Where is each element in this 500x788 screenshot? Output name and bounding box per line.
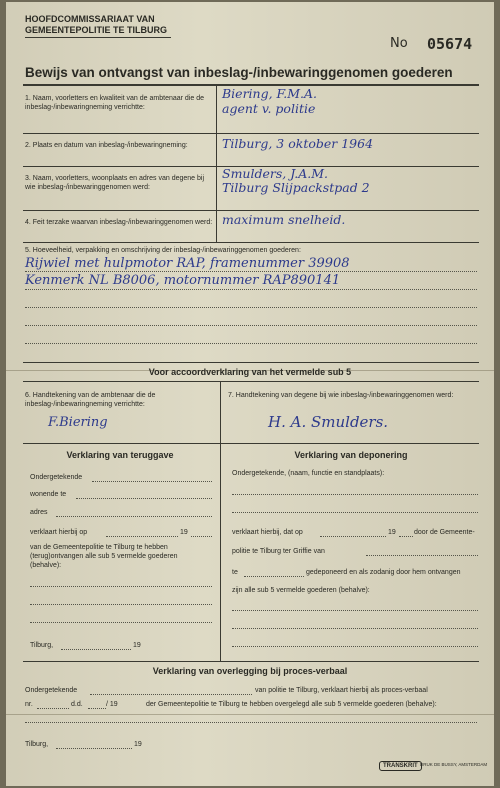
writing-line (244, 576, 304, 577)
document-page (6, 2, 494, 786)
writing-line (232, 628, 478, 629)
fold-crease (6, 714, 494, 715)
overlegging-heading: Verklaring van overlegging bij proces-verbaal (152, 666, 348, 676)
writing-line (25, 325, 477, 326)
overlegging-mid-1: van politie te Tilburg, verklaart hierbij als proces-verbaal (255, 687, 428, 694)
deponering-heading: Verklaring van deponering (294, 450, 408, 460)
row-rule (23, 210, 479, 211)
writing-line (232, 494, 478, 495)
field-4-value: maximum snelheid. (222, 212, 346, 227)
writing-line (92, 481, 212, 482)
field-3-value-line-2: Tilburg Slijpackstpad 2 (222, 180, 370, 195)
overlegging-ondergetekende: Ondergetekende (25, 687, 78, 694)
row-rule (23, 362, 479, 363)
teruggave-wonende: wonende te (30, 491, 67, 498)
document-title: Bewijs van ontvangst van inbeslag-/inbewaringgenomen goederen (25, 65, 453, 80)
writing-line (25, 307, 477, 308)
field-3-label: 3. Naam, voorletters, woonplaats en adres van degene bij wie inbeslag-/inbewaringgenomen werd: (25, 175, 204, 191)
writing-line (320, 536, 386, 537)
field-1-label: 1. Naam, voorletters en kwaliteit van de ambtenaar die de inbeslag-/inbewaringneming verrichtte: (25, 95, 204, 111)
writing-line (25, 343, 477, 344)
writing-line (30, 586, 212, 587)
field-2-value: Tilburg, 3 oktober 1964 (222, 136, 374, 151)
signature-owner: H. A. Smulders. (268, 413, 389, 431)
field-3-value-line-1: Smulders, J.A.M. (222, 166, 328, 181)
teruggave-behalve: (behalve): (30, 562, 62, 569)
writing-line (76, 498, 212, 499)
teruggave-year-2: 19 (133, 642, 141, 649)
field-4-label: 4. Feit terzake waarvan inbeslag-/inbewaringgenomen werd: (25, 219, 213, 226)
field-1-value-line-1: Biering, F.M.A. (222, 86, 318, 101)
writing-line (25, 271, 477, 272)
teruggave-ondergetekende: Ondergetekende (30, 474, 83, 481)
overlegging-mid-2: der Gemeentepolitie te Tilburg te hebben overgelegd alle sub 5 vermelde goederen (behalve): (146, 701, 437, 708)
issuer-line-2: GEMEENTEPOLITIE TE TILBURG (25, 25, 168, 35)
document-number: 05674 (427, 35, 473, 53)
row-rule (23, 381, 479, 382)
deponering-ondergetekende: Ondergetekende, (naam, functie en standplaats): (232, 470, 385, 477)
writing-line (90, 694, 252, 695)
signature-divider (220, 381, 221, 443)
overlegging-slash-19: / 19 (106, 701, 118, 708)
field-5-label: 5. Hoeveelheid, verpakking en omschrijving der inbeslag-/inbewaringgenomen goederen: (25, 247, 301, 254)
row-rule (23, 443, 479, 444)
writing-line (366, 555, 478, 556)
writing-line (25, 722, 477, 723)
teruggave-year: 19 (180, 529, 188, 536)
field-5-value-line-2: Kenmerk NL B8006, motornummer RAP890141 (25, 273, 341, 288)
teruggave-heading: Verklaring van teruggave (66, 450, 174, 460)
writing-line (399, 536, 413, 537)
printer-logo: TRANSKRIT (379, 761, 422, 771)
signature-officer: F.Biering (48, 415, 108, 430)
field-7-label: 7. Handtekening van degene bij wie inbeslag-/inbewaringgenomen werd: (228, 392, 454, 399)
number-label: No (390, 36, 408, 51)
writing-line (30, 622, 212, 623)
issuer-line-1: HOOFDCOMMISSARIAAT VAN (25, 14, 155, 24)
row-rule (23, 133, 479, 134)
field-divider (216, 84, 217, 242)
teruggave-tilburg: Tilburg, (30, 642, 54, 649)
writing-line (106, 536, 178, 537)
accoord-heading: Voor accoordverklaring van het vermelde sub 5 (148, 367, 352, 377)
writing-line (25, 289, 477, 290)
field-1-value-line-2: agent v. politie (222, 101, 316, 116)
row-rule (23, 242, 479, 243)
writing-line (61, 649, 131, 650)
writing-line (37, 708, 69, 709)
writing-line (191, 536, 212, 537)
field-5-value-line-1: Rijwiel met hulpmotor RAP, framenummer 39908 (25, 256, 350, 271)
declaration-divider (220, 443, 221, 661)
deponering-line-2a: politie te Tilburg ter Griffie van (232, 548, 325, 555)
overlegging-tilburg: Tilburg, (25, 741, 49, 748)
writing-line (232, 512, 478, 513)
row-rule (23, 661, 479, 662)
field-2-label: 2. Plaats en datum van inbeslag-/inbewaringneming: (25, 142, 188, 149)
field-6-label: 6. Handtekening van de ambtenaar die de inbeslag-/inbewaringneming verrichtte: (25, 392, 156, 408)
writing-line (88, 708, 106, 709)
deponering-line-3a: te (232, 569, 238, 576)
writing-line (232, 646, 478, 647)
writing-line (56, 748, 132, 749)
printer-credit: DRUK DE BUSSY, AMSTERDAM (420, 762, 488, 767)
overlegging-dd: d.d. (71, 701, 83, 708)
writing-line (56, 516, 212, 517)
deponering-line-1c: door de Gemeente- (414, 529, 475, 536)
overlegging-year: 19 (134, 741, 142, 748)
deponering-line-3b: gedeponeerd en als zodanig door hem ontvangen (306, 569, 461, 576)
teruggave-text-2: (terug)ontvangen alle sub 5 vermelde goederen (30, 553, 178, 560)
teruggave-adres: adres (30, 509, 48, 516)
writing-line (232, 610, 478, 611)
teruggave-verklaart: verklaart hierbij op (30, 529, 88, 536)
deponering-line-1a: verklaart hierbij, dat op (232, 529, 303, 536)
writing-line (30, 604, 212, 605)
issuer-underline (25, 37, 171, 38)
deponering-line-1b: 19 (388, 529, 396, 536)
teruggave-text-1: van de Gemeentepolitie te Tilburg te hebben (30, 544, 168, 551)
deponering-line-4: zijn alle sub 5 vermelde goederen (behalve): (232, 587, 370, 594)
overlegging-nr: nr. (25, 701, 33, 708)
